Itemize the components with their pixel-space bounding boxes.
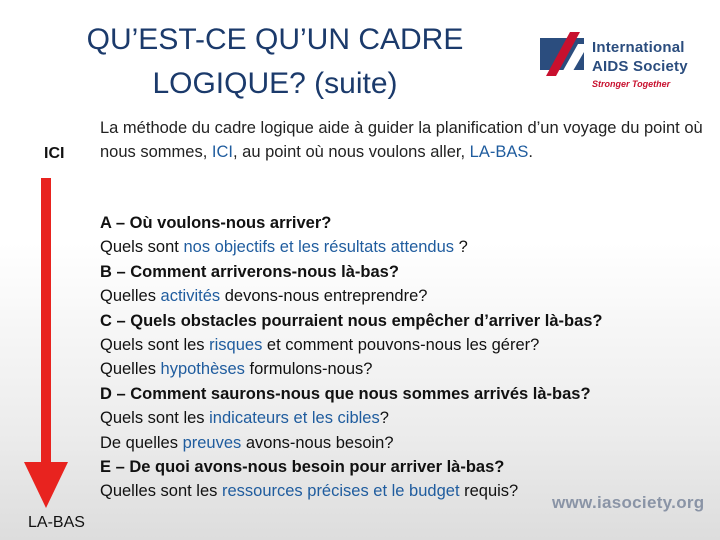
down-arrow-icon	[22, 178, 70, 508]
intro-paragraph: La méthode du cadre logique aide à guider la planification d’un voyage du point où nous sommes, ICI, au point où nous voulons aller, LA-BAS.	[100, 119, 703, 161]
ias-logo	[540, 30, 700, 94]
answer-d-1: Quels sont les indicateurs et les cibles?	[100, 409, 389, 428]
answer-d-2: De quelles preuves avons-nous besoin?	[100, 433, 394, 452]
label-ici: ICI	[44, 145, 65, 162]
slide-title-line2: LOGIQUE? (suite)	[152, 67, 398, 100]
question-b: B – Comment arriverons-nous là-bas?	[100, 262, 399, 281]
ias-logo-mark-icon	[540, 32, 584, 76]
intro-labas: LA-BAS	[469, 143, 529, 161]
answer-c-2: Quelles hypothèses formulons-nous?	[100, 360, 373, 379]
answer-e: Quelles sont les ressources précises et le budget requis?	[100, 482, 519, 501]
question-a: A – Où voulons-nous arriver?	[100, 214, 332, 232]
questions-block	[100, 211, 720, 504]
ias-logo-tagline: Stronger Together	[592, 79, 671, 89]
answer-c-1: Quels sont les risques et comment pouvons-nous les gérer?	[100, 336, 540, 355]
slide-title	[40, 18, 510, 106]
slide-title-line1: QU’EST-CE QU’UN CADRE	[86, 23, 464, 56]
question-d: D – Comment saurons-nous que nous sommes arrivés là-bas?	[100, 384, 591, 403]
intro-ici: ICI	[211, 143, 233, 161]
question-c: C – Quels obstacles pourraient nous empêcher d’arriver là-bas?	[100, 311, 603, 330]
question-e: E – De quoi avons-nous besoin pour arriver là-bas?	[100, 458, 505, 477]
label-labas: LA-BAS	[28, 514, 85, 531]
ias-logo-name: International AIDS Society	[592, 39, 688, 75]
answer-a: Quels sont nos objectifs et les résultats attendus ?	[100, 238, 468, 257]
answer-b: Quelles activités devons-nous entreprendre?	[100, 287, 428, 306]
footer-url: www.iasociety.org	[552, 493, 705, 512]
